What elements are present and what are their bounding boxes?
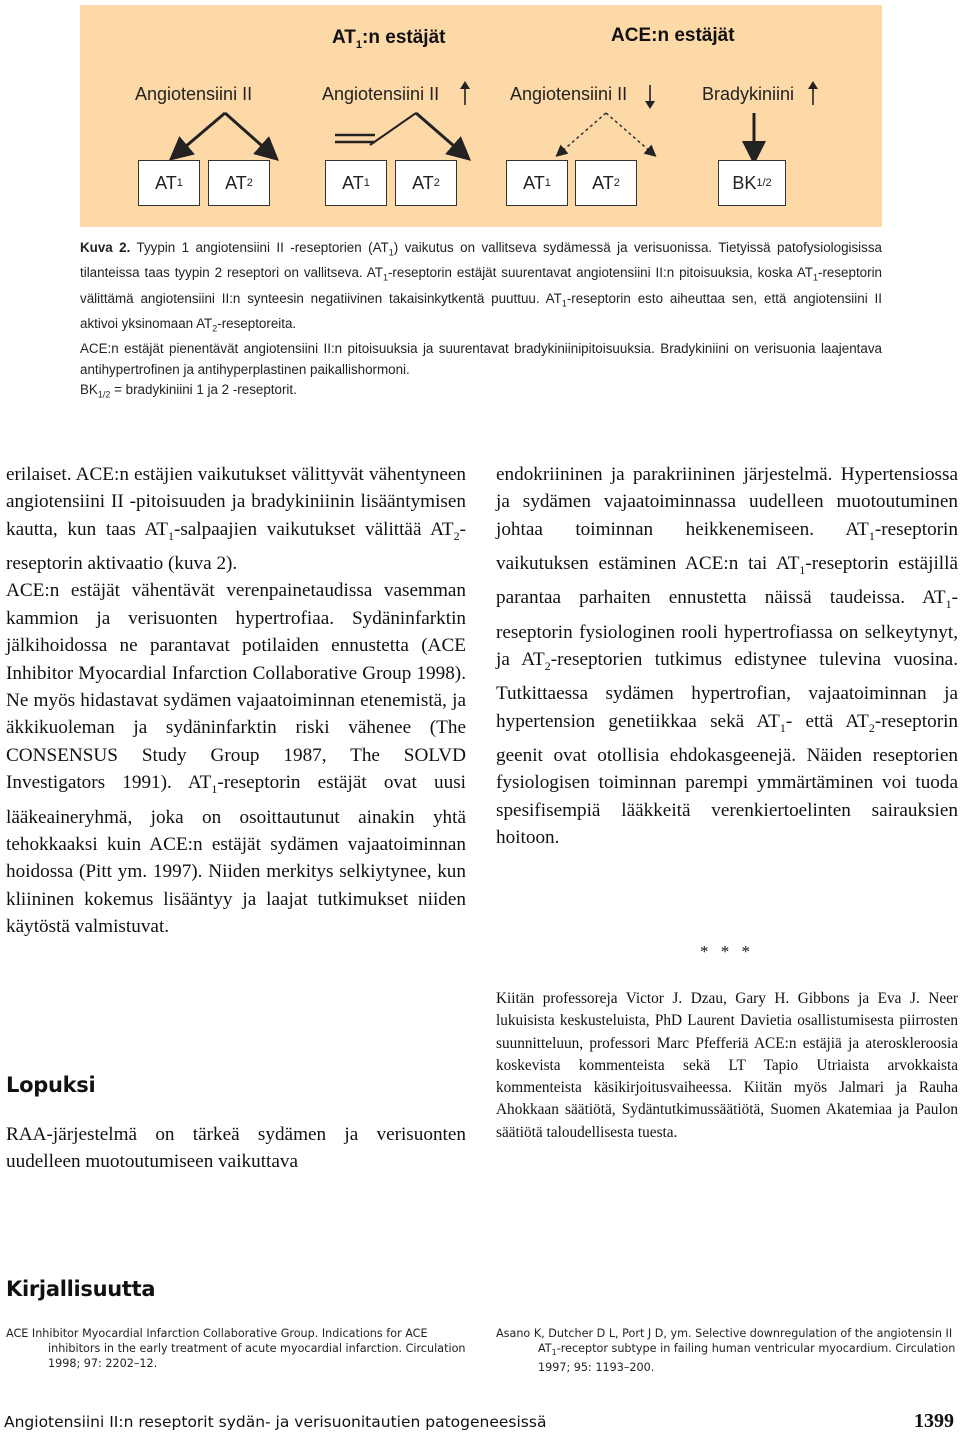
figure-heading-at1-blockers: $AT_1:n$ estäjät — [332, 27, 446, 51]
reference-2-text: Asano K, Dutcher D L, Port J D, ym. Selective downregulation of the angiotensin II $AT_1$-receptor subtype in failing human ventricular myocardium. Circulation 1997; 95: 1193–200. — [496, 1327, 956, 1375]
left-paragraph-1: erilaiset. ACE:n estäjien vaikutukset välittyvät vähentyneen angiotensiini II -pitoisuuden ja bradykiniinin lisääntymisen kautta, kun taas $AT_1$-salpaajien vaikutukset välittää $AT_2$-reseptorin aktivaatio (kuva 2). — [6, 464, 466, 575]
acknowledgements: Kiitän professoreja Victor J. Dzau, Gary H. Gibbons ja Eva J. Neer lukuisista keskusteluista, PhD Laurent Davietia osallistumisesta piirrosten suunnitteluun, professori Marc Pfefferiä ACE:n estäjiä ja ateroskleroosia koskevista kommenteista sekä LT Tapio Utriaista arvokkaista kommenteista käsikirjoitusvaiheessa. Kiitän myös Jalmari ja Rauha Ahokkaan säätiötä, Sydäntutkimussäätiötä, Suomen Akatemiaa ja Paulon säätiötä taloudellisesta tuesta. — [496, 990, 958, 1141]
receptor-box: AT 1 — [325, 160, 387, 206]
references-heading: Kirjallisuutta — [6, 1277, 156, 1301]
section-heading-lopuksi: Lopuksi — [6, 1073, 96, 1097]
page-number: 1399 — [914, 1410, 954, 1432]
left-column — [6, 461, 466, 941]
increase-decrease-indicators — [460, 81, 818, 109]
reference-1 — [6, 1326, 468, 1371]
group1-angiotensin: Angiotensiini II — [135, 84, 253, 104]
receptor-box: AT 1 — [506, 160, 568, 206]
group2-angiotensin: Angiotensiini II — [322, 84, 440, 104]
figure-caption — [80, 238, 882, 406]
group3-angiotensin: Angiotensiini II — [510, 84, 628, 104]
receptor-box: AT 2 — [575, 160, 637, 206]
left-paragraph-2: ACE:n estäjät vähentävät verenpainetaudissa vasemman kammion ja verisuonten hypertrofiaa. Sydäninfarktin jälkihoidossa ne parantavat potilaiden ennustetta (ACE Inhibitor Myocardial Infarction Collaborative Group 1998). Ne myös hidastavat sydämen vajaatoiminnan etenemistä, ja äkkikuoleman ja sydäninfarktin riski vähenee (The CONSENSUS Study Group 1987, The SOLVD Investigators 1991). $AT_1$-reseptorin estäjät ovat uusi lääkeaineryhmä, joka on osoittautunut ainakin yhtä tehokkaaksi kuin ACE:n estäjät sydämen vajaatoiminnan hoidossa (Pitt ym. 1997). Niiden merkitys selkiytynee, kun kliininen kokemus lisääntyy ja laajat tutkimukset niiden käytöstä valmistuvat. — [6, 580, 466, 938]
group4-bradykinin: Bradykiniini — [702, 84, 795, 104]
caption-bk-legend: $BK_{1/2}$ = bradykiniini 1 ja 2 -reseptorit. — [80, 382, 297, 400]
left-paragraph-3 — [6, 1121, 466, 1176]
figure-heading-ace-inhibitors: ACE:n estäjät — [611, 25, 735, 46]
receptor-box: AT 2 — [208, 160, 270, 206]
receptor-box: AT 2 — [395, 160, 457, 206]
section-separator-asterisks: * * * — [700, 942, 754, 961]
reference-2 — [496, 1326, 958, 1375]
right-paragraph-1: endokriininen ja parakriininen järjestelmä. Hypertensiossa ja sydämen vajaatoiminnassa uudelleen muotoutuminen johtaa toiminnan heikkenemiseen. $AT_1$-reseptorin vaikutuksen estäminen ACE:n tai $AT_1$-reseptorin estäjillä parantaa parhaiten ennustetta näissä taudeissa. $AT_1$-reseptorin fysiologinen rooli hypertrofiassa on selkeytynyt, ja $AT_2$-reseptorien tutkimus edistynee tulevina vuosina. Tutkittaessa sydämen hypertrofian, vajaatoiminnan ja hypertension genetiikkaa sekä $AT_1-$ että $AT_2$-reseptorin geenit ovat otollisia ehdokasgeenejä. Näiden reseptorien fysiologisen toiminnan parempi ymmärtäminen voi tuoda spesifisempiä lääkkeitä verenkiertoelinten sairauksien hoitoon. — [496, 464, 959, 849]
group1-arrows — [178, 113, 270, 153]
caption-paragraph: Kuva 2. Tyypin 1 angiotensiini II -reseptorien $(AT_1)$ vaikutus on vallitseva sydämessä ja verisuonissa. Tietyissä patofysiologisissa tilanteissa taas tyypin 2 reseptori on vallitseva. $AT_1$-reseptorin estäjät suurentavat angiotensiini II:n pitoisuuksia, koska $AT_1$-reseptorin välittämä angiotensiini II:n synteesin negatiivinen takaisinkytkentä puuttuu. $AT_1$-reseptorin esto aiheuttaa sen, että angiotensiini II aktivoi yksinomaan $AT_2$-reseptoreita. — [80, 240, 882, 334]
reference-1-text: ACE Inhibitor Myocardial Infarction Collaborative Group. Indications for ACE inhibitors in the early treatment of acute myocardial infarction. Circulation 1998; 97: 2202–12. — [6, 1327, 466, 1370]
figure-2 — [80, 5, 882, 227]
group3-arrows — [560, 113, 652, 153]
right-column — [496, 461, 958, 851]
caption-ace-paragraph: ACE:n estäjät pienentävät angiotensiini II:n pitoisuuksia ja suurentavat bradykiniinipitoisuuksia. Bradykiniini on verisuonia laajentava antihypertrofinen ja antihyperplastinen paikallishormoni. — [80, 341, 882, 377]
receptor-box: AT 1 — [138, 160, 200, 206]
left-paragraph-3-text: RAA-järjestelmä on tärkeä sydämen ja verisuonten uudelleen muotoutumiseen vaikuttava — [6, 1124, 466, 1173]
group2-arrows — [335, 113, 462, 153]
running-footer-title: Angiotensiini II:n reseptorit sydän- ja verisuonitautien patogeneesissä — [4, 1413, 547, 1431]
receptor-box: BK 1/2 — [718, 160, 786, 206]
